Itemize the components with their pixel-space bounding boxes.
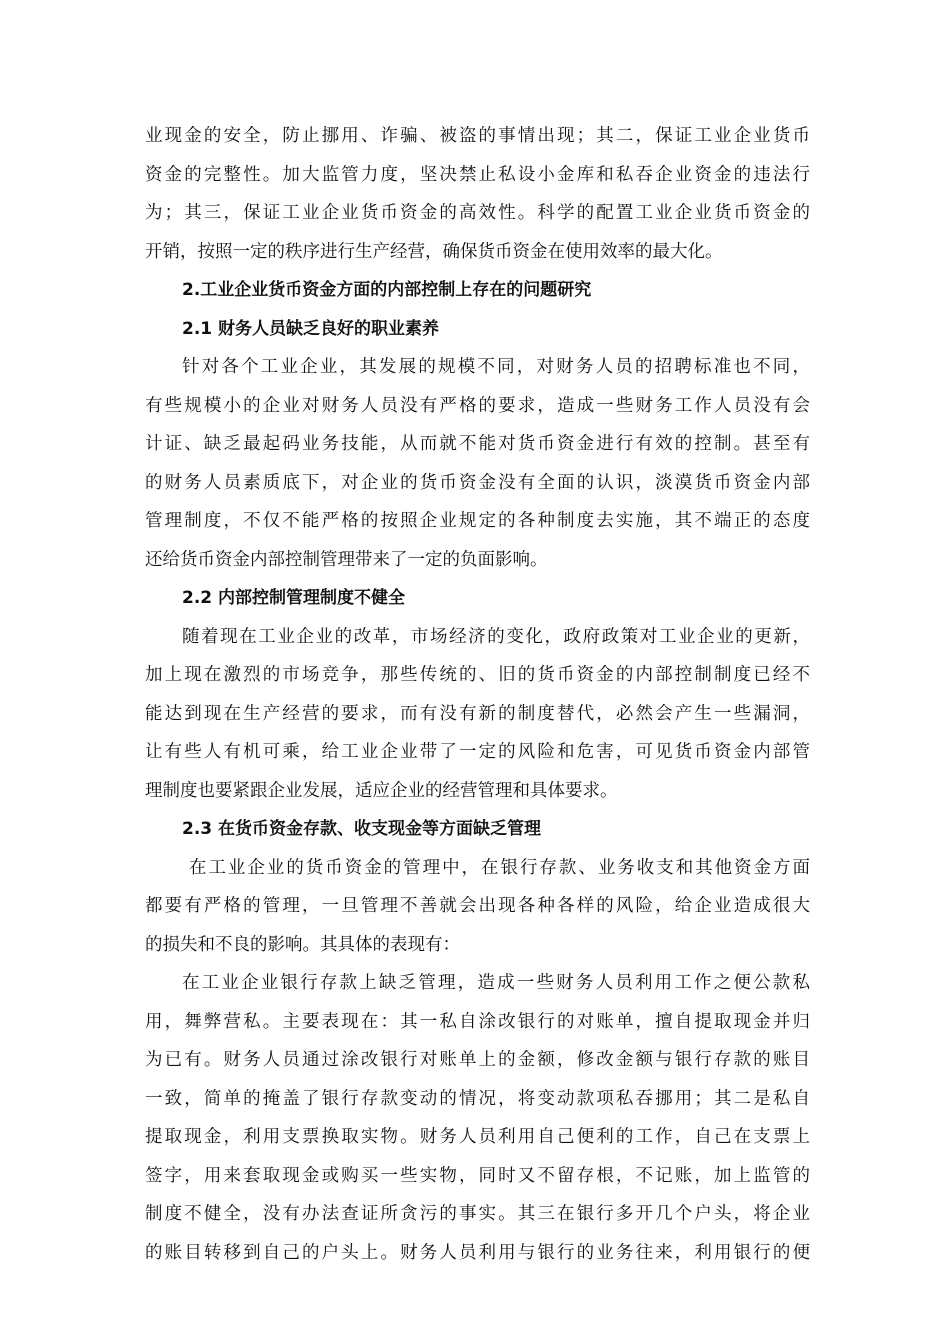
text-line: 有些规模小的企业对财务人员没有严格的要求，造成一些财务工作人员没有会: [145, 395, 810, 416]
paragraph-2-3b: [145, 964, 810, 1272]
text-line: 的损失和不良的影响。其具体的表现有：: [145, 934, 460, 955]
text-line: 签字，用来套取现金或购买一些实物，同时又不留存根，不记账，加上监管的: [145, 1165, 810, 1186]
text-line: 业现金的安全，防止挪用、诈骗、被盗的事情出现；其二，保证工业企业货币: [145, 126, 810, 146]
text-line: 在工业企业银行存款上缺乏管理，造成一些财务人员利用工作之便公款私: [182, 973, 810, 993]
text-line: 在工业企业的货币资金的管理中，在银行存款、业务收支和其他资金方面: [189, 857, 810, 878]
text-line: 计证、缺乏最起码业务技能，从而就不能对货币资金进行有效的控制。甚至有: [145, 434, 810, 454]
text-line: 加上现在激烈的市场竞争，那些传统的、旧的货币资金的内部控制制度已经不: [145, 665, 810, 685]
paragraph-2-3a: [145, 849, 810, 965]
text-line: 用，舞弊营私。主要表现在：其一私自涂改银行的对账单，擅自提取现金并归: [145, 1011, 810, 1032]
paragraph-intro: [145, 117, 810, 271]
text-line: 的账目转移到自己的户头上。财务人员利用与银行的业务往来，利用银行的便: [145, 1242, 810, 1263]
section-heading-2-3: 2.3 在货币资金存款、收支现金等方面缺乏管理: [182, 819, 542, 839]
text-line: 随着现在工业企业的改革，市场经济的变化，政府政策对工业企业的更新，: [182, 626, 810, 647]
document-body: [145, 117, 810, 1272]
text-line: 针对各个工业企业，其发展的规模不同，对财务人员的招聘标准也不同，: [182, 357, 810, 377]
text-line: 让有些人有机可乘，给工业企业带了一定的风险和危害，可见货币资金内部管: [145, 742, 810, 762]
text-line: 为已有。财务人员通过涂改银行对账单上的金额，修改金额与银行存款的账目: [145, 1050, 810, 1070]
text-line: 能达到现在生产经营的要求，而有没有新的制度替代，必然会产生一些漏洞，: [145, 703, 810, 724]
text-line: 提取现金，利用支票换取实物。财务人员利用自己便利的工作，自己在支票上: [145, 1127, 810, 1147]
paragraph-2-2: [145, 618, 810, 811]
text-line: 制度不健全，没有办法查证所贪污的事实。其三在银行多开几个户头，将企业: [145, 1204, 810, 1224]
section-heading-2-1: 2.1 财务人员缺乏良好的职业素养: [182, 318, 440, 339]
text-line: 资金的完整性。加大监管力度，坚决禁止私设小金库和私吞企业资金的违法行: [145, 164, 810, 185]
section-heading-2-2: 2.2 内部控制管理制度不健全: [182, 588, 406, 608]
text-line: 都要有严格的管理，一旦管理不善就会出现各种各样的风险，给企业造成很大: [145, 896, 810, 916]
text-line: 开销，按照一定的秩序进行生产经营，确保货币资金在使用效率的最大化。: [145, 241, 723, 262]
text-line: 还给货币资金内部控制管理带来了一定的负面影响。: [145, 549, 548, 570]
text-line: 一致，简单的掩盖了银行存款变动的情况，将变动款项私吞挪用；其二是私自: [145, 1088, 810, 1109]
paragraph-2-1: [145, 348, 810, 579]
text-line: 理制度也要紧跟企业发展，适应企业的经营管理和具体要求。: [145, 780, 618, 801]
text-line: 为；其三，保证工业企业货币资金的高效性。科学的配置工业企业货币资金的: [145, 203, 810, 223]
text-line: 管理制度，不仅不能严格的按照企业规定的各种制度去实施，其不端正的态度: [145, 511, 810, 531]
text-line: 的财务人员素质底下，对企业的货币资金没有全面的认识，淡漠货币资金内部: [145, 472, 810, 493]
section-heading-2: 2.工业企业货币资金方面的内部控制上存在的问题研究: [182, 280, 592, 300]
